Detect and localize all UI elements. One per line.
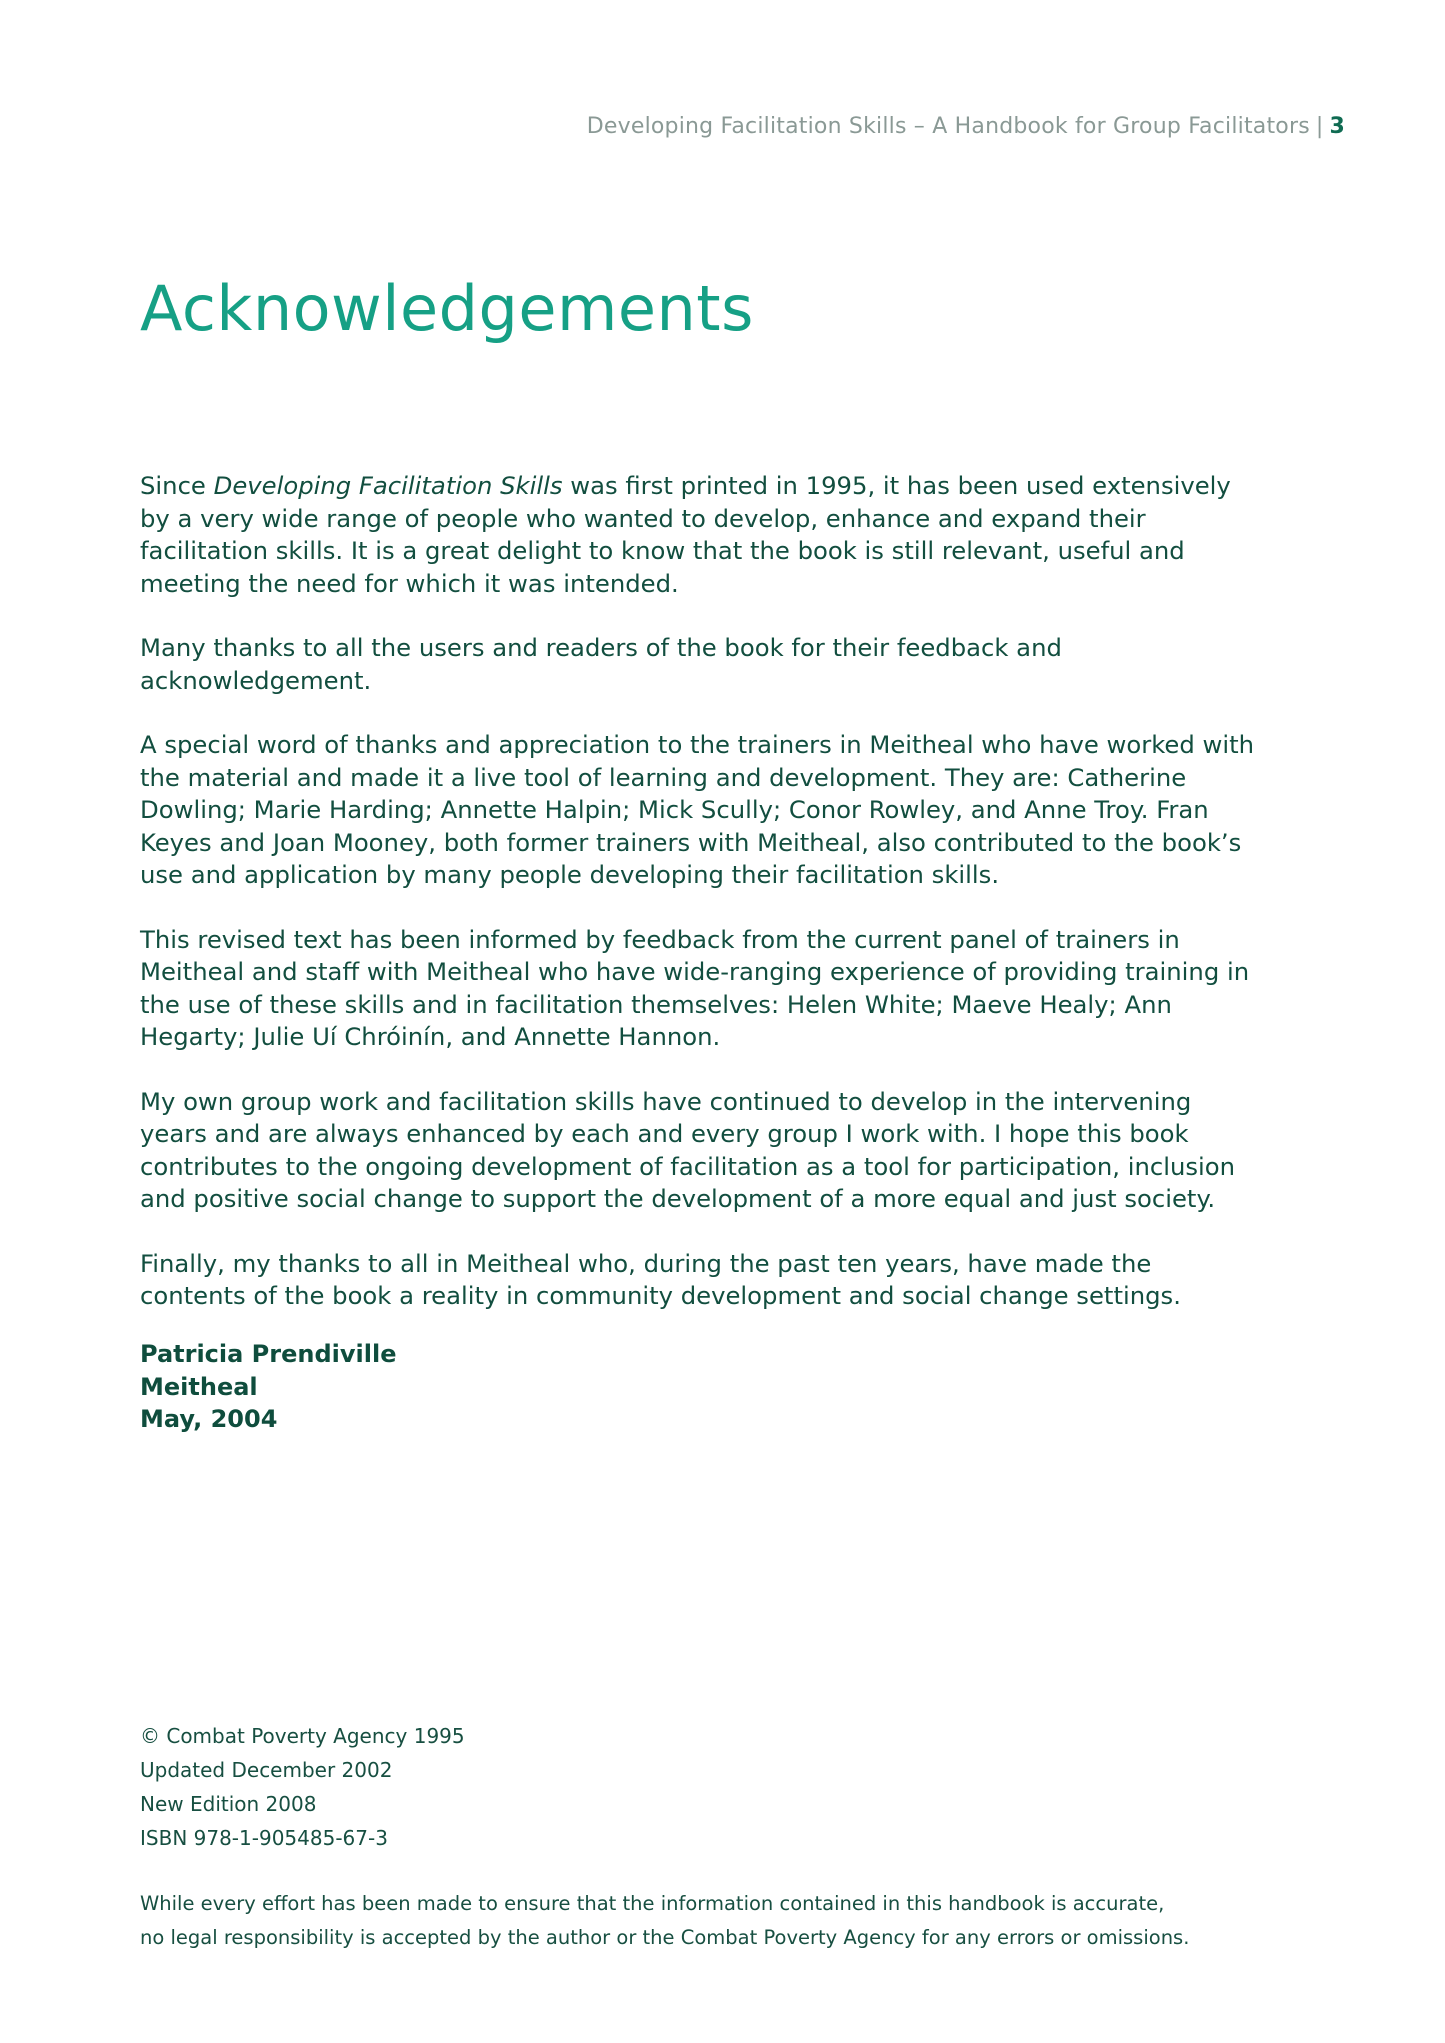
paragraph-1-rest: was first printed in 1995, it has been used extensively by a very wide range of people who wanted to develop, enhance and expand their facilitation skills. It is a great delight to know that the book is still relevant, useful and meeting the need for which it was intended.	[140, 471, 1231, 598]
copyright-line: © Combat Poverty Agency 1995	[140, 1724, 465, 1748]
publication-info	[140, 1719, 465, 1855]
edition-line: New Edition 2008	[140, 1792, 317, 1816]
book-title: Developing Facilitation Skills	[213, 471, 563, 500]
disclaimer-line-2: no legal responsibility is accepted by the author or the Combat Poverty Agency for any errors or omissions.	[140, 1926, 1190, 1949]
paragraph-3: A special word of thanks and appreciation to the trainers in Meitheal who have worked with the material and made it a live tool of learning and development. They are: Catherine Dowling; Marie Harding; Annette Halpin; Mick Scully; Conor Rowley, and Anne Troy. Fran Keyes and Joan Mooney, both former trainers with Meitheal, also contributed to the book’s use and application by many people developing their facilitation skills.	[140, 730, 1255, 889]
signature-organisation: Meitheal	[140, 1372, 258, 1401]
running-title: Developing Facilitation Skills – A Handbook for Group Facilitators	[586, 114, 1310, 139]
paragraph-2: Many thanks to all the users and readers of the book for their feedback and acknowledgement.	[140, 633, 1062, 695]
page-number: 3	[1329, 114, 1345, 139]
paragraph-4: This revised text has been informed by feedback from the current panel of trainers in Meitheal and staff with Meitheal who have wide-ranging experience of providing training in the use of these skills and in facilitation themselves: Helen White; Maeve Healy; Ann Hegarty; Julie Uí Chróinín, and Annette Hannon.	[140, 924, 1250, 1051]
signature-block	[140, 1338, 396, 1436]
paragraph-5: My own group work and facilitation skills have continued to develop in the intervening years and are always enhanced by each and every group I work with. I hope this book contributes to the ongoing development of facilitation as a tool for participation, inclusion and positive social change to support the development of a more equal and just society.	[140, 1086, 1236, 1213]
updated-line: Updated December 2002	[140, 1758, 393, 1782]
signature-name: Patricia Prendiville	[140, 1340, 397, 1368]
disclaimer-line-1: While every effort has been made to ensure that the information contained in this handbook is accurate,	[140, 1892, 1165, 1915]
signature-date: May, 2004	[140, 1405, 278, 1433]
running-header	[587, 114, 1345, 139]
isbn-line: ISBN 978-1-905485-67-3	[140, 1826, 388, 1850]
header-separator: |	[1315, 114, 1324, 139]
disclaimer	[140, 1887, 1290, 1955]
paragraph-1	[140, 470, 1260, 600]
page-title: Acknowledgements	[140, 272, 754, 345]
paragraph-1-lead: Since	[140, 471, 214, 500]
paragraph-6: Finally, my thanks to all in Meitheal who, during the past ten years, have made the contents of the book a reality in community development and social change settings.	[140, 1248, 1181, 1310]
acknowledgements-body	[140, 470, 1260, 1345]
